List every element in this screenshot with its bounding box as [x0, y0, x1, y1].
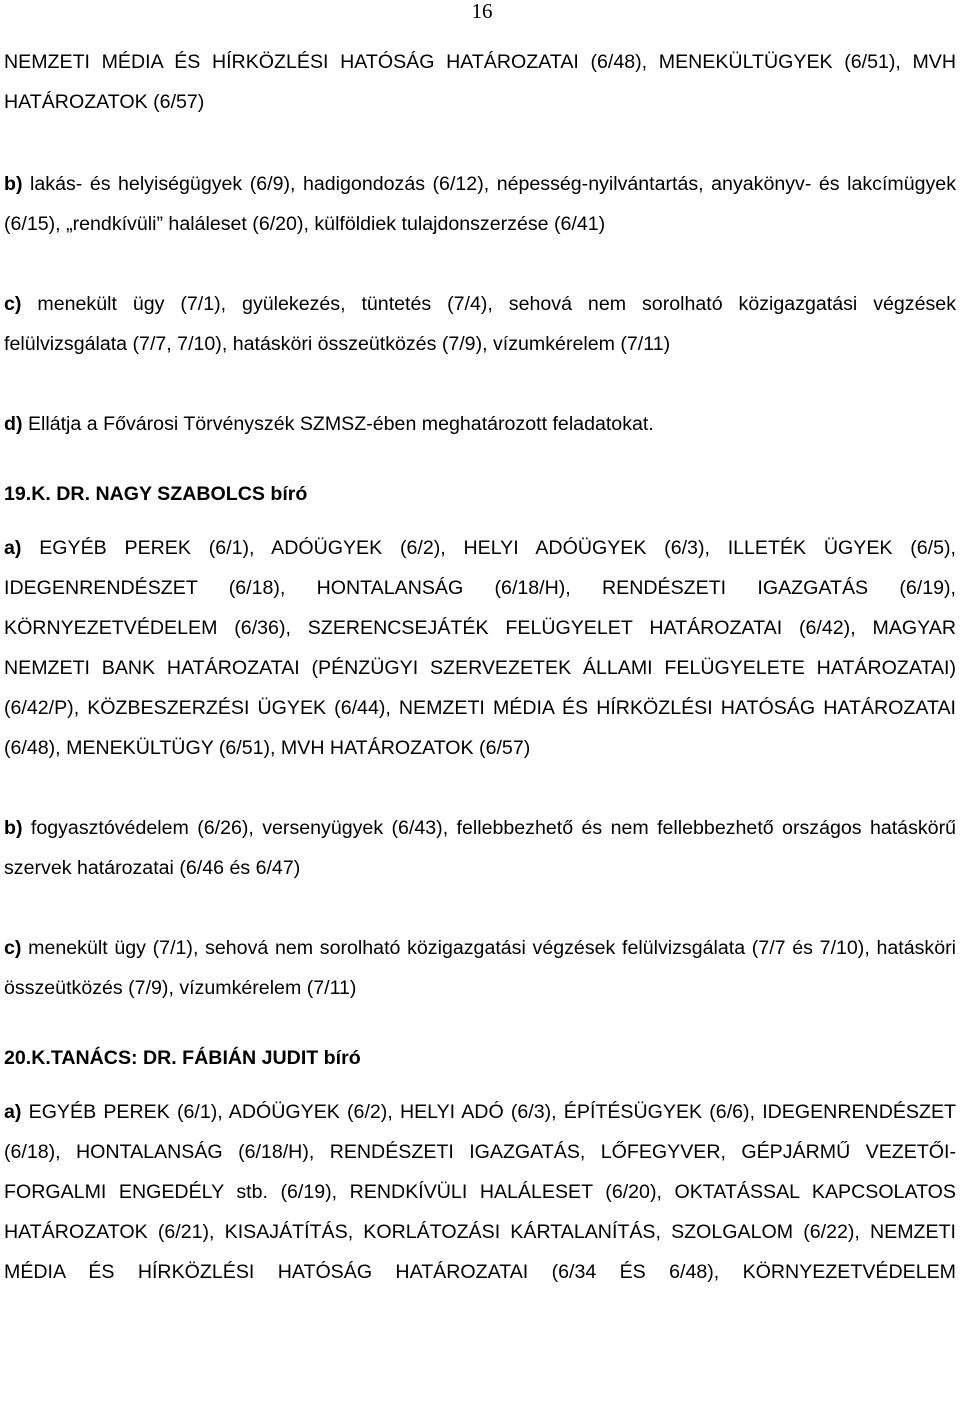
- page-number: 16: [471, 0, 493, 23]
- paragraph-continuation: [4, 42, 956, 122]
- paragraph-label: a): [4, 1101, 22, 1123]
- document-body: [4, 42, 956, 1292]
- paragraph-text: menekült ügy (7/1), gyülekezés, tüntetés (7/4), sehová nem sorolható közigazgatási végzések felülvizsgálata (7/7, 7/10), hatásköri összeütközés (7/9), vízumkérelem (7/11): [4, 293, 956, 355]
- paragraph-c-refugee: [4, 284, 956, 364]
- paragraph-text: Ellátja a Fővárosi Törvényszék SZMSZ-ében meghatározott feladatokat.: [22, 413, 654, 435]
- paragraph-label: b): [4, 173, 23, 195]
- paragraph-a-cases-19k: [4, 528, 956, 768]
- paragraph-c-refugee-19k: [4, 928, 956, 1008]
- section-heading-20k: 20.K.TANÁCS: DR. FÁBIÁN JUDIT bíró: [4, 1047, 361, 1069]
- paragraph-label: c): [4, 937, 22, 959]
- paragraph-b-administrative: [4, 164, 956, 244]
- paragraph-text: lakás- és helyiségügyek (6/9), hadigondozás (6/12), népesség-nyilvántartás, anyakönyv- és lakcímügyek (6/15), „rendkívüli” haláleset (6/20), külföldiek tulajdonszerzése (6/41): [4, 173, 956, 235]
- paragraph-text: EGYÉB PEREK (6/1), ADÓÜGYEK (6/2), HELYI ADÓÜGYEK (6/3), ILLETÉK ÜGYEK (6/5), IDEGENRENDÉSZET (6/18), HONTALANSÁG (6/18/H), RENDÉSZETI IGAZGATÁS (6/19), KÖRNYEZETVÉDELEM (6/36), SZERENCSEJÁTÉK FELÜGYELET HATÁROZATAI (6/42), MAGYAR NEMZETI BANK HATÁROZATAI (PÉNZÜGYI SZERVEZETEK ÁLLAMI FELÜGYELETE HATÁROZATAI) (6/42/P), KÖZBESZERZÉSI ÜGYEK (6/44), NEMZETI MÉDIA ÉS HÍRKÖZLÉSI HATÓSÁG HATÁROZATAI (6/48), MENEKÜLTÜGY (6/51), MVH HATÁROZATOK (6/57): [4, 537, 956, 759]
- paragraph-b-consumer: [4, 808, 956, 888]
- section-heading-19k: 19.K. DR. NAGY SZABOLCS bíró: [4, 483, 308, 505]
- paragraph-label: b): [4, 817, 23, 839]
- paragraph-text: EGYÉB PEREK (6/1), ADÓÜGYEK (6/2), HELYI ADÓ (6/3), ÉPÍTÉSÜGYEK (6/6), IDEGENRENDÉSZET (6/18), HONTALANSÁG (6/18/H), RENDÉSZETI IGAZGATÁS, LŐFEGYVER, GÉPJÁRMŰ VEZETŐI-FORGALMI ENGEDÉLY stb. (6/19), RENDKÍVÜLI HALÁLESET (6/20), OKTATÁSSAL KAPCSOLATOS HATÁROZATOK (6/21), KISAJÁTÍTÁS, KORLÁTOZÁSI KÁRTALANÍTÁS, SZOLGALOM (6/22), NEMZETI MÉDIA ÉS HÍRKÖZLÉSI HATÓSÁG HATÁROZATAI (6/34 ÉS 6/48), KÖRNYEZETVÉDELEM: [4, 1101, 956, 1283]
- paragraph-label: c): [4, 293, 22, 315]
- paragraph-d-duties: [4, 404, 956, 444]
- paragraph-text: NEMZETI MÉDIA ÉS HÍRKÖZLÉSI HATÓSÁG HATÁROZATAI (6/48), MENEKÜLTÜGYEK (6/51), MVH HATÁROZATOK (6/57): [4, 51, 956, 113]
- paragraph-a-cases-20k: [4, 1092, 956, 1292]
- paragraph-text: menekült ügy (7/1), sehová nem sorolható közigazgatási végzések felülvizsgálata (7/7 és 7/10), hatásköri összeütközés (7/9), vízumkérelem (7/11): [4, 937, 956, 999]
- paragraph-text: fogyasztóvédelem (6/26), versenyügyek (6/43), fellebbezhető és nem fellebbezhető országos hatáskörű szervek határozatai (6/46 és 6/47): [4, 817, 956, 879]
- paragraph-label: d): [4, 413, 23, 435]
- paragraph-label: a): [4, 537, 22, 559]
